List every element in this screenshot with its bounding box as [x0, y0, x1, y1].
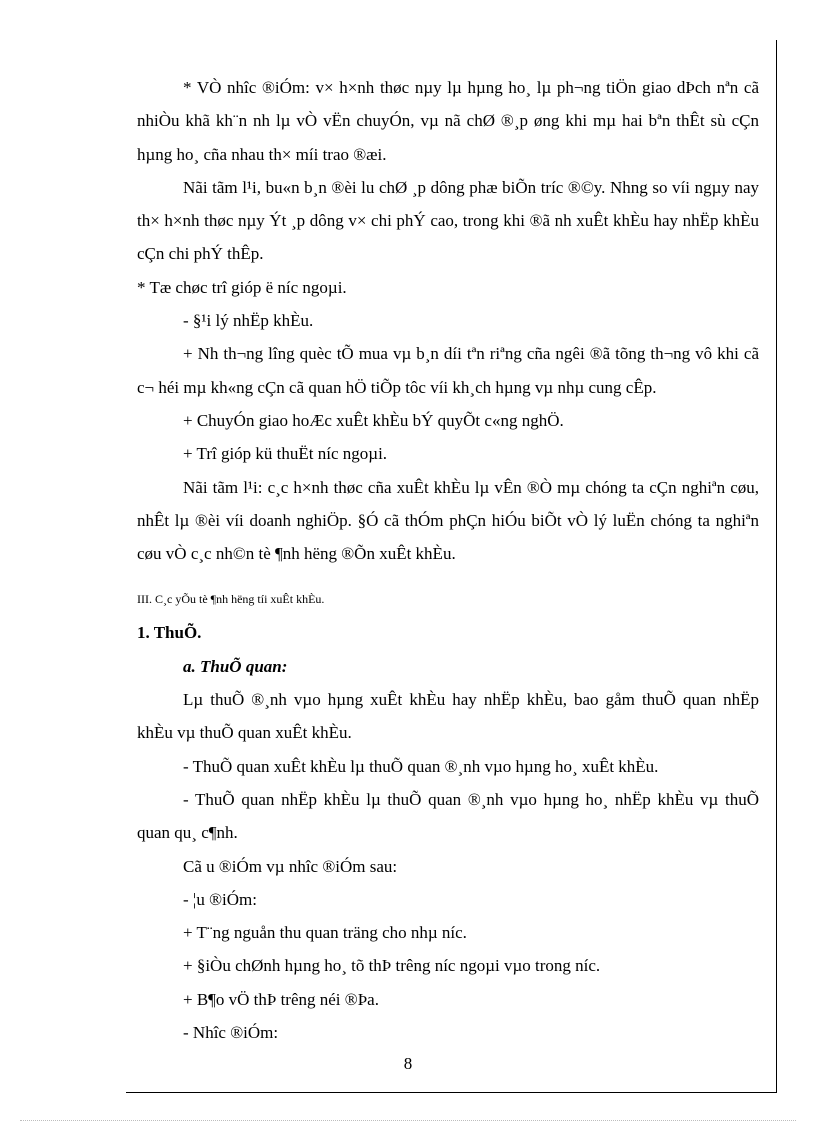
paragraph-pros-cons-intro: Cã u ®iÓm vµ nhîc ®iÓm sau:: [183, 856, 398, 876]
paragraph-summary-export-forms: Nãi tãm l¹i: c¸c h×nh thøc cña xuÊt khÈu lµ vÊn ®Ò mµ chóng ta cÇn nghiªn cøu, nhÊt lµ ®èi víi doanh nghiÖp. §Ó cã thÓm phÇn hiÓu biÕt vÒ lý luËn chóng ta nghiªn cøu vÒ c¸c nh©n tè ¶nh hëng ®Õn xuÊt khÈu.: [137, 477, 759, 564]
heading-tax: 1. ThuÕ.: [137, 623, 202, 643]
section-heading-factors: III. C¸c yÕu tè ¶nh hëng tíi xuÊt khÈu.: [137, 592, 325, 607]
list-item-technical-assistance: + Trî gióp kü thuËt níc ngoµi.: [183, 444, 388, 464]
list-item-export-tariff: - ThuÕ quan xuÊt khÈu lµ thuÕ quan ®¸nh vµo hµng ho¸ xuÊt khÈu.: [183, 756, 659, 776]
list-item-adjust-goods: + §iÒu chØnh hµng ho¸ tõ thÞ trêng níc ngoµi vµo trong níc.: [183, 956, 601, 976]
list-item-international-trade: + Nh th¬ng lîng quèc tÕ mua vµ b¸n díi tªn riªng cña ngêi ®ã tõng th¬ng vô khi cã c¬ héi mµ kh«ng cÇn cã quan hÖ tiÕp tôc víi kh¸ch hµng vµ nhµ cung cÊp.: [137, 344, 759, 397]
list-item-advantages: - ¦u ®iÓm:: [183, 889, 257, 909]
page-number: 8: [403, 1054, 413, 1073]
paragraph-overseas-support: * Tæ chøc trî gióp ë níc ngoµi.: [137, 277, 347, 297]
document-body: [137, 71, 759, 1049]
bottom-dotted-rule: [20, 1120, 796, 1121]
paragraph-summary-barter: Nãi tãm l¹i, bu«n b¸n ®èi lu chØ ¸p dông phæ biÕn tríc ®©y. Nhng so víi ngµy nay th× h×nh thøc nµy Ýt ¸p dông v× chi phÝ cao, trong khi ®ã nh xuÊt khÈu hay nhËp khÈu cÇn chi phÝ thÊp.: [137, 177, 759, 264]
paragraph-tariff-definition: Lµ thuÕ ®¸nh vµo hµng xuÊt khÈu hay nhËp khÈu, bao gåm thuÕ quan nhËp khÈu vµ thuÕ quan xuÊt khÈu.: [137, 690, 759, 743]
list-item-protect-market: + B¶o vÖ thÞ trêng néi ®Þa.: [183, 989, 379, 1009]
list-item-import-tariff: - ThuÕ quan nhËp khÈu lµ thuÕ quan ®¸nh vµo hµng ho¸ nhËp khÈu vµ thuÕ quan qu¸ c¶nh.: [137, 789, 759, 843]
heading-tariff: a. ThuÕ quan:: [183, 656, 288, 676]
list-item-import-agent: - §¹i lý nhËp khÈu.: [183, 311, 314, 331]
paragraph-disadvantages-barter: * VÒ nhîc ®iÓm: v× h×nh thøc nµy lµ hµng ho¸ lµ ph¬ng tiÖn giao dÞch nªn cã nhiÒu khã kh¨n nh lµ vÒ vËn chuyÓn, vµ nã chØ ®¸p øng khi mµ hai bªn thÊt sù cÇn hµng ho¸ cña nhau th× míi trao ®æi.: [137, 78, 759, 164]
list-item-disadvantages: - Nhîc ®iÓm:: [183, 1023, 279, 1043]
list-item-technology-transfer: + ChuyÓn giao hoÆc xuÊt khÈu bÝ quyÕt c«ng nghÖ.: [183, 410, 564, 430]
list-item-increase-revenue: + T¨ng nguån thu quan träng cho nhµ níc.: [183, 923, 467, 943]
